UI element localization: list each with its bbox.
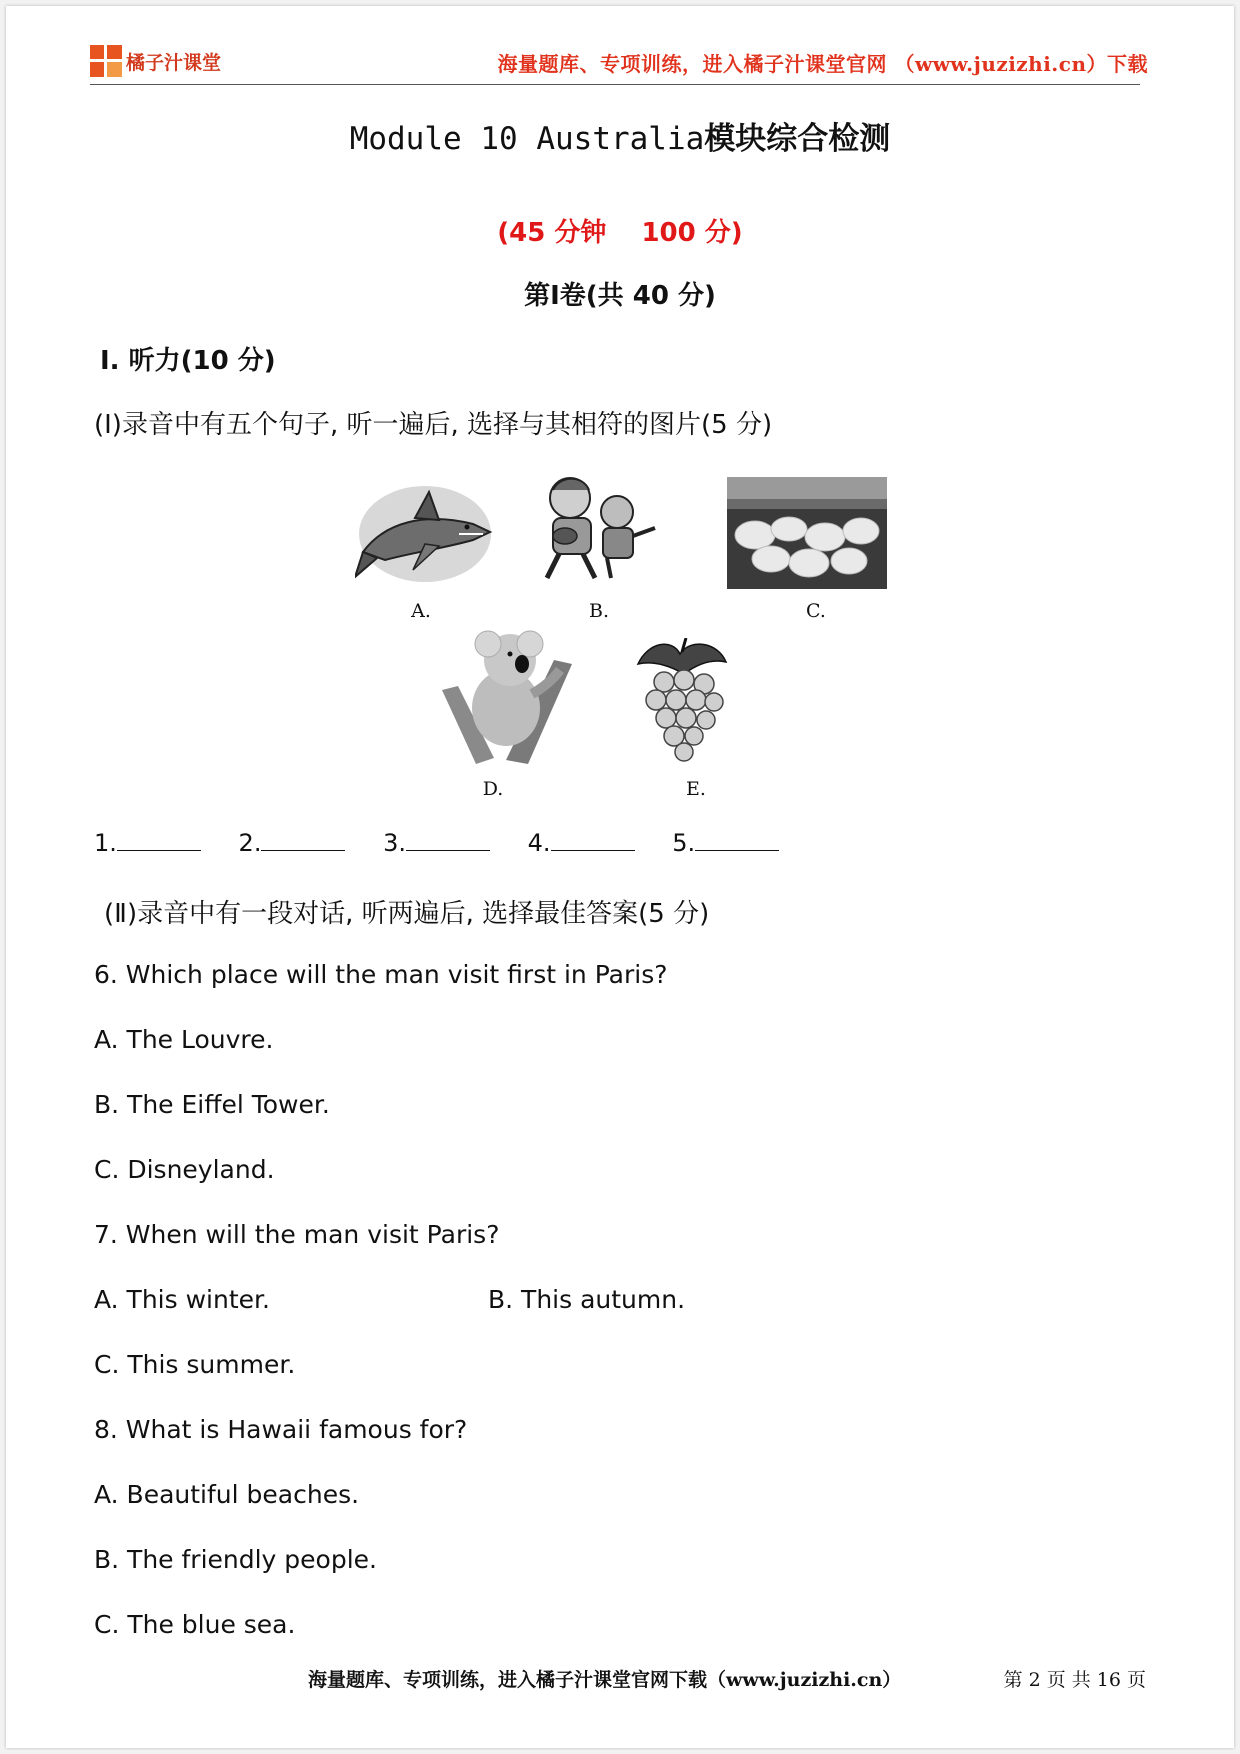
header-divider (90, 84, 1140, 85)
answer-blank-1[interactable] (117, 828, 201, 851)
part-title: 第Ⅰ卷(共 40 分) (524, 281, 716, 311)
picture-label-a: A. (411, 600, 431, 622)
time-score: (45 分钟 100 分) (497, 218, 743, 248)
footer-slogan: 海量题库、专项训练，进入橘子汁课堂官网下载（www.juzizhi.cn） (308, 1669, 902, 1691)
answer-blank-5[interactable] (695, 828, 779, 851)
title-chinese: 模块综合检测 (704, 121, 891, 157)
answer-blank-3[interactable] (406, 828, 490, 851)
question-8-option-a: A. Beautiful beaches. (94, 1480, 360, 1509)
page-number: 第 2 页 共 16 页 (1003, 1669, 1146, 1691)
logo-mark-icon (90, 45, 122, 77)
sub-instruction-1: (Ⅰ)录音中有五个句子, 听一遍后, 选择与其相符的图片(5 分) (94, 410, 773, 440)
koala-icon (436, 630, 582, 766)
shark-icon (355, 482, 495, 587)
blank-label-1: 1. (94, 829, 117, 857)
logo (90, 45, 221, 77)
grapes-icon (628, 638, 732, 768)
blank-label-2: 2. (238, 829, 262, 857)
answer-blanks (94, 828, 809, 857)
question-8-option-b: B. The friendly people. (94, 1545, 377, 1574)
rugby-players-icon (525, 470, 665, 585)
blank-label-3: 3. (383, 829, 406, 857)
question-7-option-b: B. This autumn. (488, 1285, 686, 1314)
question-7-option-a: A. This winter. (94, 1285, 270, 1314)
sub-instruction-2: (Ⅱ)录音中有一段对话, 听两遍后, 选择最佳答案(5 分) (104, 899, 710, 929)
question-6-option-b: B. The Eiffel Tower. (94, 1090, 330, 1119)
page-title (0, 113, 1240, 158)
picture-label-c: C. (806, 600, 826, 622)
picture-label-b: B. (588, 600, 609, 622)
blank-label-4: 4. (527, 829, 551, 857)
question-7-stem: 7. When will the man visit Paris? (94, 1220, 500, 1249)
answer-blank-4[interactable] (551, 828, 635, 851)
picture-label-d: D. (482, 778, 504, 800)
question-6-option-c: C. Disneyland. (94, 1155, 275, 1184)
header-slogan: 海量题库、专项训练，进入橘子汁课堂官网 （www.juzizhi.cn）下载 (497, 52, 1148, 76)
section-title: Ⅰ. 听力(10 分) (100, 346, 276, 376)
question-7-option-c: C. This summer. (94, 1350, 296, 1379)
question-8-option-c: C. The blue sea. (94, 1610, 296, 1639)
sheep-icon (727, 477, 887, 589)
answer-blank-2[interactable] (261, 828, 345, 851)
blank-label-5: 5. (672, 829, 696, 857)
title-english: Module 10 Australia (349, 121, 705, 157)
question-8-stem: 8. What is Hawaii famous for? (94, 1415, 468, 1444)
logo-text: 橘子汁课堂 (126, 51, 222, 74)
picture-label-e: E. (686, 778, 706, 800)
question-6-option-a: A. The Louvre. (94, 1025, 274, 1054)
question-6-stem: 6. Which place will the man visit first in Paris? (94, 960, 668, 989)
